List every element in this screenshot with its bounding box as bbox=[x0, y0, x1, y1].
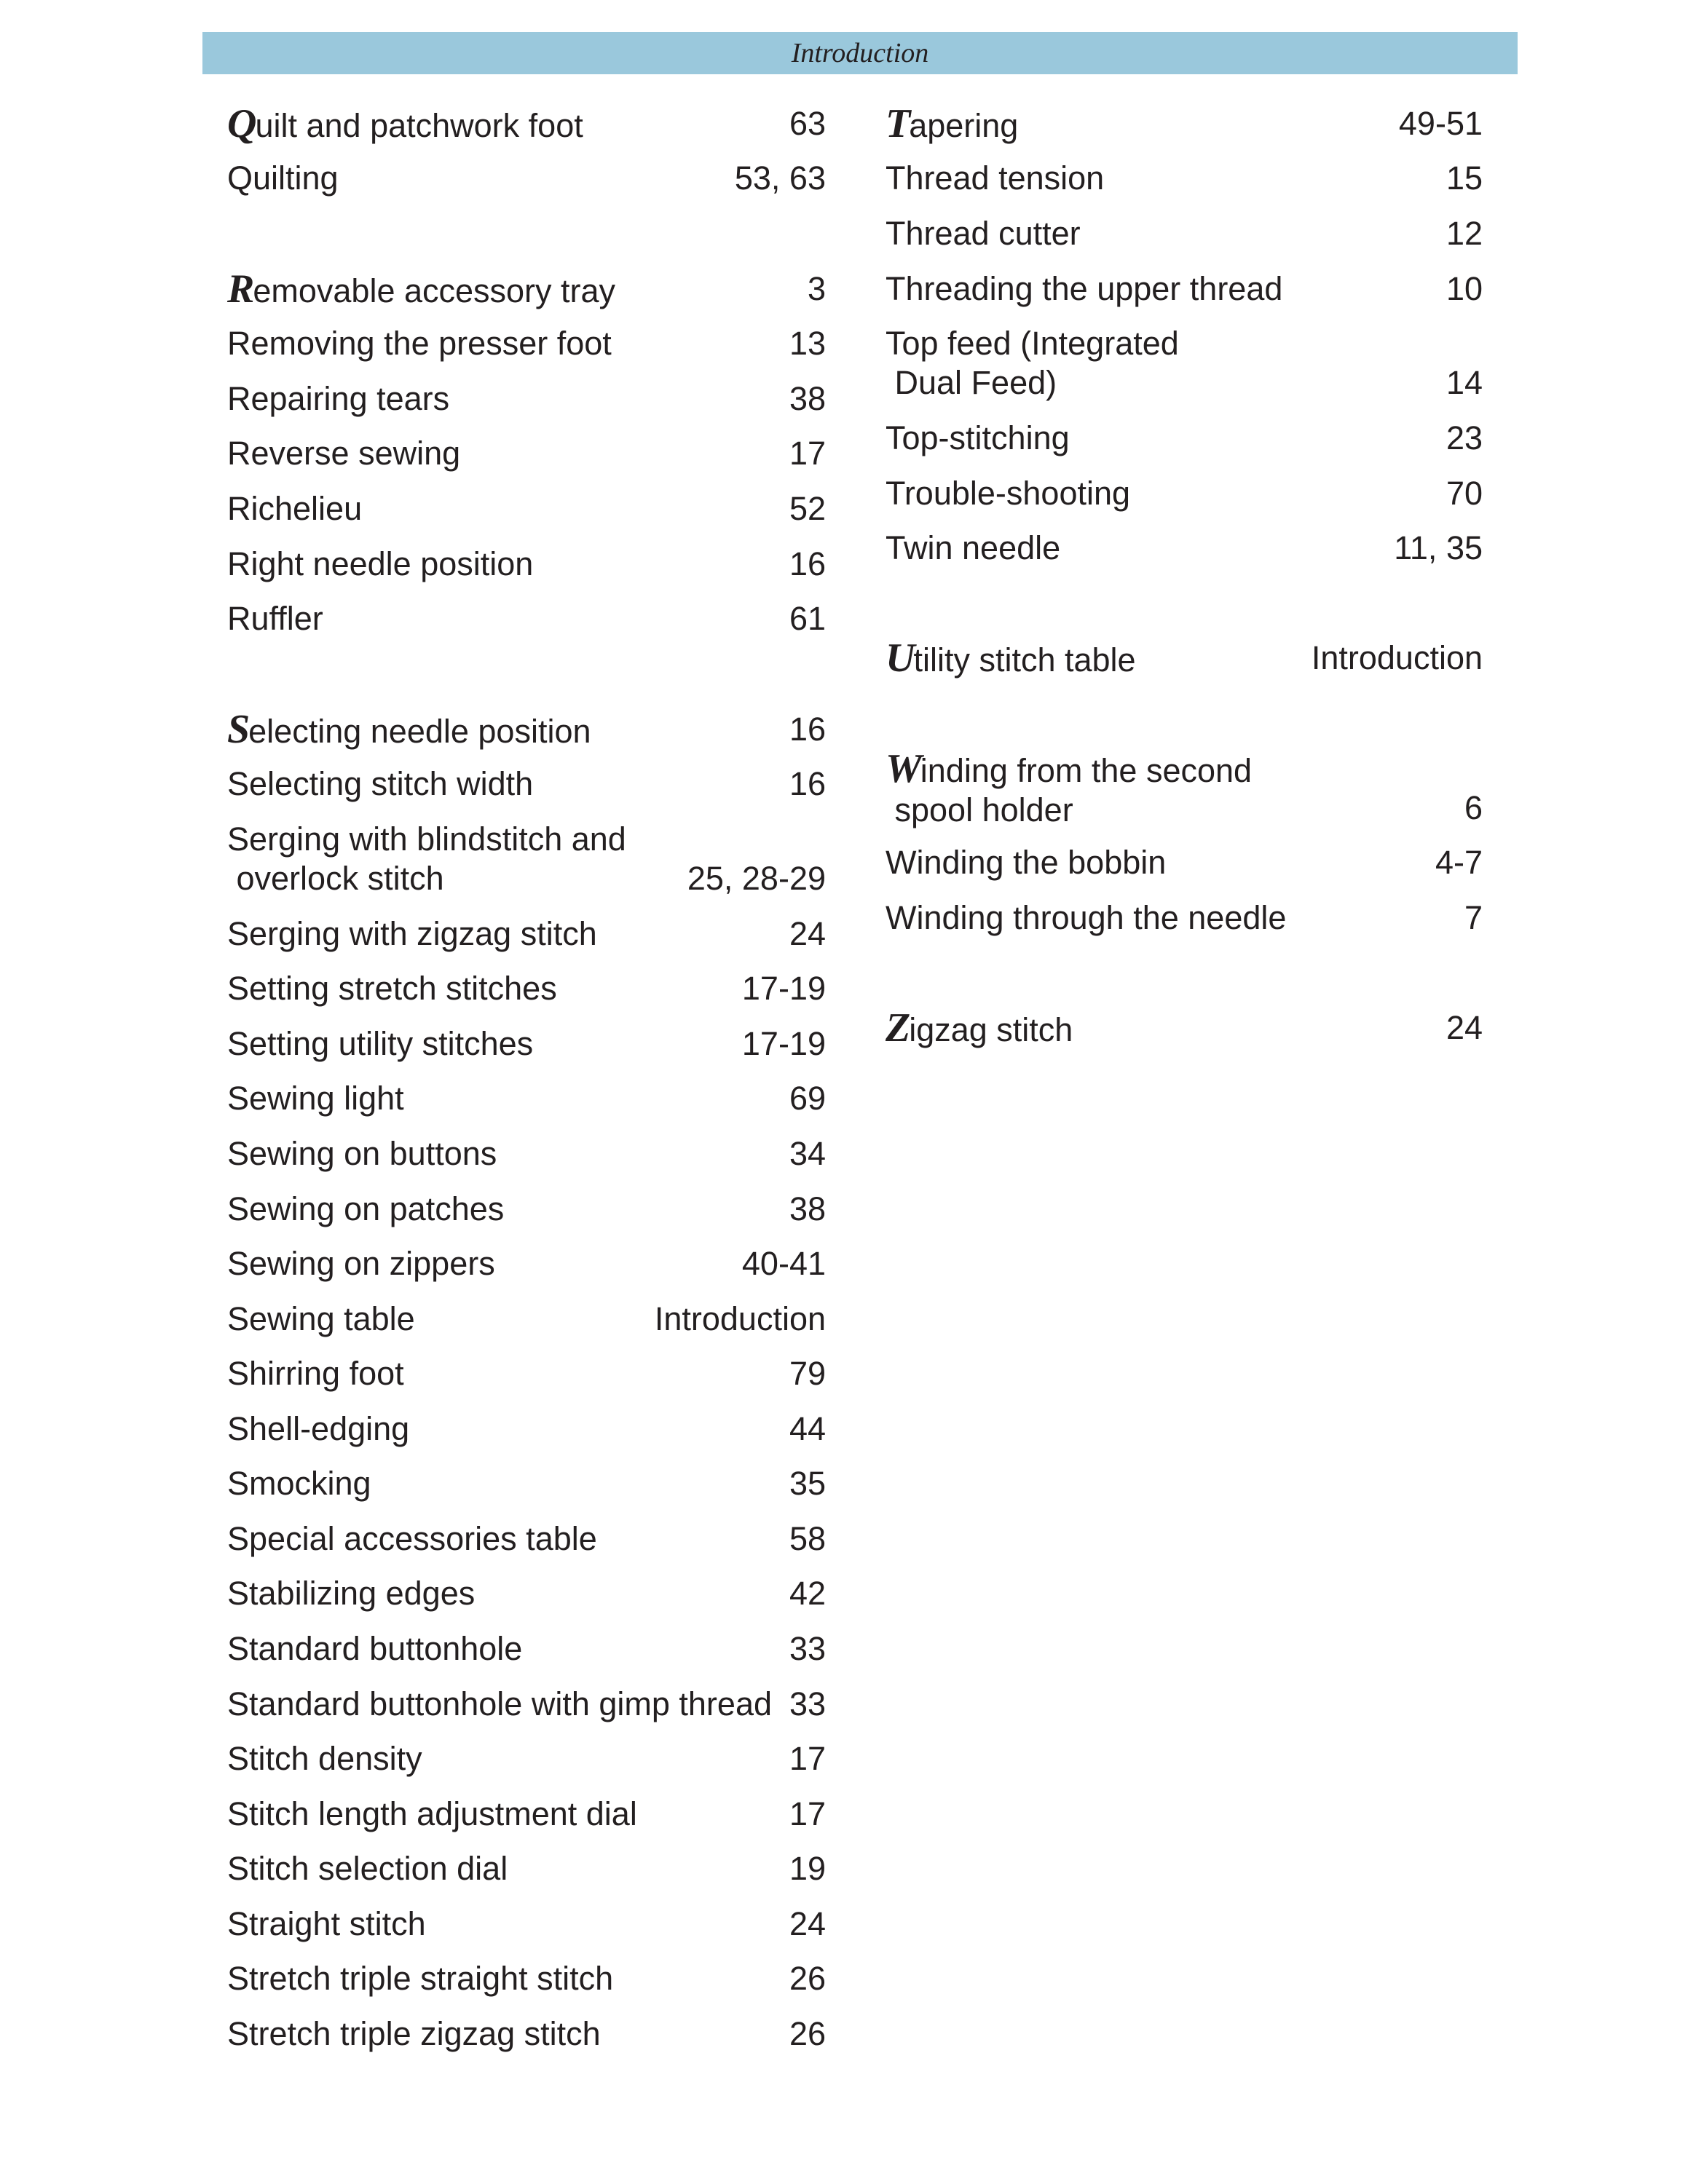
index-entry bbox=[227, 1409, 826, 1449]
entry-label: Sewing on buttons bbox=[227, 1135, 497, 1172]
section-initial: W bbox=[886, 746, 920, 791]
index-entry bbox=[886, 214, 1483, 253]
index-entry bbox=[227, 1079, 826, 1118]
index-entry bbox=[227, 1904, 826, 1944]
entry-page: 19 bbox=[789, 1850, 826, 1887]
index-entry bbox=[227, 1024, 826, 1064]
entry-page: 79 bbox=[789, 1355, 826, 1392]
entry-page: 26 bbox=[789, 1960, 826, 1997]
entry-label: Quilting bbox=[227, 159, 339, 197]
index-entry bbox=[227, 820, 826, 898]
index-entry bbox=[227, 1354, 826, 1393]
entry-label: Removing the presser foot bbox=[227, 325, 612, 362]
entry-label-rest: igzag stitch bbox=[909, 1011, 1073, 1048]
entry-page: 33 bbox=[789, 1685, 826, 1722]
entry-label bbox=[886, 746, 1253, 830]
entry-label: Richelieu bbox=[227, 490, 363, 527]
entry-page: 17 bbox=[789, 1740, 826, 1777]
entry-page: 63 bbox=[789, 105, 826, 142]
index-entry bbox=[886, 101, 1483, 146]
entry-page: Introduction bbox=[654, 1300, 826, 1337]
entry-label bbox=[886, 101, 1019, 146]
entry-label: Right needle position bbox=[227, 545, 534, 582]
entry-page: 17 bbox=[789, 1795, 826, 1832]
entry-page: 52 bbox=[789, 490, 826, 527]
entry-page: 33 bbox=[789, 1630, 826, 1667]
index-entry bbox=[227, 1299, 826, 1339]
header-band bbox=[202, 32, 1518, 74]
index-entry bbox=[886, 746, 1483, 828]
index-entry bbox=[886, 159, 1483, 198]
entry-page: 24 bbox=[789, 915, 826, 952]
entry-page: 35 bbox=[789, 1465, 826, 1502]
entry-label: Sewing light bbox=[227, 1080, 404, 1117]
entry-page: 17-19 bbox=[741, 1025, 826, 1062]
section-initial: S bbox=[227, 707, 249, 752]
entry-label: Reverse sewing bbox=[227, 435, 461, 472]
entry-label: Serging with zigzag stitch bbox=[227, 915, 597, 952]
entry-page: 7 bbox=[1464, 899, 1483, 936]
entry-page: 25, 28-29 bbox=[687, 860, 826, 897]
index-entry bbox=[886, 843, 1483, 882]
entry-label bbox=[227, 101, 583, 146]
entry-page: 42 bbox=[789, 1575, 826, 1612]
entry-page: 14 bbox=[1446, 364, 1483, 401]
entry-label: Serging with blindstitch and overlock stitch bbox=[227, 820, 626, 897]
index-entry bbox=[227, 324, 826, 363]
index-entry bbox=[886, 898, 1483, 938]
entry-label: Stitch length adjustment dial bbox=[227, 1795, 637, 1832]
entry-label: Selecting stitch width bbox=[227, 765, 534, 802]
entry-label: Repairing tears bbox=[227, 380, 450, 417]
index-entry bbox=[886, 636, 1483, 681]
entry-page: 38 bbox=[789, 1190, 826, 1227]
entry-label: Sewing on zippers bbox=[227, 1245, 495, 1282]
entry-label: Trouble-shooting bbox=[886, 475, 1131, 512]
section-initial: T bbox=[886, 101, 910, 146]
index-entry bbox=[886, 529, 1483, 568]
entry-page: 17 bbox=[789, 435, 826, 472]
entry-page: 49-51 bbox=[1398, 105, 1483, 142]
index-entry bbox=[227, 1629, 826, 1669]
entry-label: Stitch selection dial bbox=[227, 1850, 508, 1887]
index-entry bbox=[227, 1464, 826, 1503]
entry-label: Stretch triple straight stitch bbox=[227, 1960, 614, 1997]
entry-label bbox=[886, 638, 1136, 680]
index-entry bbox=[886, 269, 1483, 309]
entry-label bbox=[227, 266, 616, 312]
entry-label: Thread tension bbox=[886, 159, 1105, 197]
entry-label: Straight stitch bbox=[227, 1905, 426, 1942]
index-entry bbox=[227, 599, 826, 638]
index-entry bbox=[227, 159, 826, 198]
entry-label: Special accessories table bbox=[227, 1520, 597, 1557]
index-entry bbox=[227, 545, 826, 584]
entry-label: Thread cutter bbox=[886, 215, 1081, 252]
entry-label: Stretch triple zigzag stitch bbox=[227, 2015, 601, 2052]
entry-page: 70 bbox=[1446, 475, 1483, 512]
entry-label: Winding the bobbin bbox=[886, 844, 1167, 881]
entry-label: Stitch density bbox=[227, 1740, 422, 1777]
entry-label: Smocking bbox=[227, 1465, 371, 1502]
section-initial: Z bbox=[886, 1005, 910, 1051]
entry-label: Ruffler bbox=[227, 600, 323, 637]
entry-page: 38 bbox=[789, 380, 826, 417]
index-entry bbox=[227, 1134, 826, 1174]
entry-page: 69 bbox=[789, 1080, 826, 1117]
index-entry bbox=[227, 1849, 826, 1888]
page-title: Introduction bbox=[791, 38, 929, 68]
index-entry bbox=[227, 1795, 826, 1834]
entry-page: 16 bbox=[789, 545, 826, 582]
entry-label: Top feed (Integrated Dual Feed) bbox=[886, 325, 1179, 401]
index-entry bbox=[886, 1005, 1483, 1051]
index-entry bbox=[227, 764, 826, 804]
index-entry bbox=[227, 914, 826, 954]
index-entry bbox=[227, 1190, 826, 1229]
entry-page: 40-41 bbox=[741, 1245, 826, 1282]
entry-page: 23 bbox=[1446, 419, 1483, 456]
entry-label: Sewing table bbox=[227, 1300, 415, 1337]
entry-label: Standard buttonhole bbox=[227, 1630, 523, 1667]
entry-label-rest: inding from the second spool holder bbox=[894, 752, 1253, 828]
index-entry bbox=[227, 969, 826, 1008]
entry-label: Setting stretch stitches bbox=[227, 970, 557, 1007]
entry-page: 16 bbox=[789, 765, 826, 802]
index-entry bbox=[886, 419, 1483, 458]
section-initial: U bbox=[886, 636, 914, 681]
entry-label: Setting utility stitches bbox=[227, 1025, 534, 1062]
index-entry bbox=[227, 489, 826, 529]
index-entry bbox=[227, 1244, 826, 1283]
entry-label: Threading the upper thread bbox=[886, 270, 1283, 307]
entry-page: 4-7 bbox=[1435, 844, 1483, 881]
entry-page: 16 bbox=[789, 711, 826, 748]
index-entry bbox=[227, 434, 826, 473]
entry-label: Sewing on patches bbox=[227, 1190, 505, 1227]
entry-label: Winding through the needle bbox=[886, 899, 1287, 936]
entry-page: 24 bbox=[1446, 1009, 1483, 1046]
entry-page: 17-19 bbox=[741, 970, 826, 1007]
index-entry bbox=[227, 1959, 826, 1998]
entry-page: 15 bbox=[1446, 159, 1483, 197]
entry-page: 34 bbox=[789, 1135, 826, 1172]
index-entry bbox=[227, 266, 826, 312]
index-entry bbox=[886, 324, 1483, 403]
entry-page: 3 bbox=[807, 270, 826, 307]
index-entry bbox=[227, 379, 826, 419]
entry-page: 53, 63 bbox=[734, 159, 826, 197]
entry-page: 61 bbox=[789, 600, 826, 637]
index-entry bbox=[227, 1574, 826, 1613]
entry-label: Shell-edging bbox=[227, 1410, 410, 1447]
entry-label-rest: electing needle position bbox=[248, 713, 591, 750]
entry-page: 58 bbox=[789, 1520, 826, 1557]
section-initial: R bbox=[227, 266, 253, 312]
entry-label-rest: emovable accessory tray bbox=[253, 272, 616, 309]
entry-page: 26 bbox=[789, 2015, 826, 2052]
index-entry bbox=[227, 2014, 826, 2054]
index-entry bbox=[227, 1685, 826, 1724]
entry-page: 12 bbox=[1446, 215, 1483, 252]
entry-label: Top-stitching bbox=[886, 419, 1070, 456]
entry-page: 13 bbox=[789, 325, 826, 362]
index-entry bbox=[227, 1739, 826, 1779]
entry-label: Standard buttonhole with gimp thread bbox=[227, 1685, 772, 1722]
index-entry bbox=[227, 707, 826, 752]
entry-label: Shirring foot bbox=[227, 1355, 404, 1392]
entry-page: Introduction bbox=[1311, 639, 1483, 676]
entry-page: 11, 35 bbox=[1394, 529, 1483, 566]
entry-label-rest: uilt and patchwork foot bbox=[255, 107, 583, 144]
entry-label-rest: apering bbox=[909, 107, 1019, 144]
entry-label-rest: tility stitch table bbox=[913, 641, 1136, 678]
section-initial: Q bbox=[227, 101, 256, 146]
index-entry bbox=[227, 101, 826, 146]
entry-label: Twin needle bbox=[886, 529, 1061, 566]
entry-label: Stabilizing edges bbox=[227, 1575, 476, 1612]
entry-page: 10 bbox=[1446, 270, 1483, 307]
index-entry bbox=[227, 1519, 826, 1559]
entry-label bbox=[227, 707, 591, 752]
index-entry bbox=[886, 474, 1483, 513]
entry-page: 44 bbox=[789, 1410, 826, 1447]
entry-page: 6 bbox=[1464, 789, 1483, 826]
entry-label bbox=[886, 1005, 1073, 1051]
entry-page: 24 bbox=[789, 1905, 826, 1942]
